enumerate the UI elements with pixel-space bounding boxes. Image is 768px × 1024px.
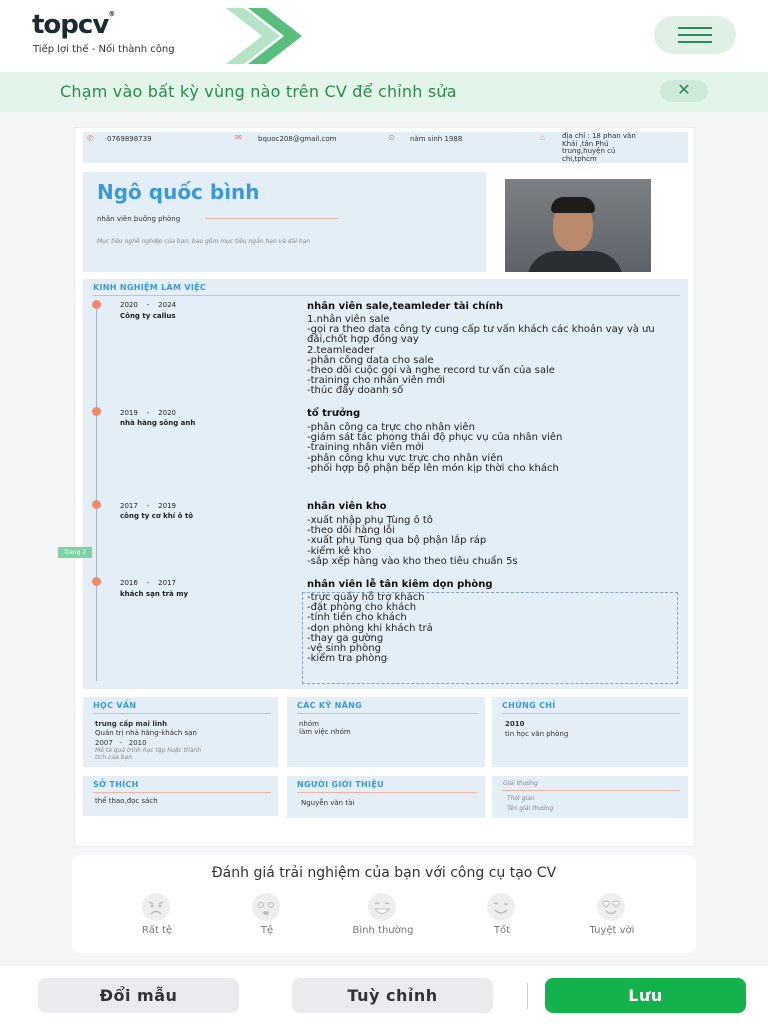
experience-1-dates[interactable]: 2020 - 2024 xyxy=(120,301,176,309)
education-major[interactable]: Quản trị nhà hàng-khách sạn xyxy=(95,729,197,737)
experience-1-description[interactable]: 1.nhân viên sale -gọi ra theo data công ty cung cấp tư vấn khách các khoản vay và ưu đãi,chốt hợp đồng vay 2.teamleader -phân công data cho sale -theo dõi cuộc gọi và nghe record tư vấn của sale -training cho nhân viên mới -thúc đẩy doanh số xyxy=(307,314,655,397)
award-time[interactable]: Thời gian xyxy=(507,795,535,802)
skill-item[interactable]: làm việc nhóm xyxy=(299,728,351,736)
avatar-hair xyxy=(551,197,595,213)
app-header xyxy=(0,0,768,72)
education-description[interactable]: Mô tả quá trình học tập hoặc thành tích của bạn xyxy=(95,747,202,761)
phone-icon: ✆ xyxy=(87,134,94,143)
wink-face-icon xyxy=(486,892,516,922)
certificate-name[interactable]: tin học văn phòng xyxy=(505,730,569,738)
profile-position[interactable]: nhân viên buồng phòng xyxy=(97,215,181,223)
skills-title[interactable]: CÁC KỸ NĂNG xyxy=(297,701,362,710)
profile-objective[interactable]: Mục tiêu nghề nghiệp của bạn, bao gồm mục tiêu ngắn hạn và dài hạn xyxy=(97,238,311,245)
experience-3-role[interactable]: nhân viên kho xyxy=(307,501,387,512)
angry-face-icon xyxy=(141,892,171,922)
page-number-tag: Trang 2 xyxy=(58,547,92,558)
contact-phone[interactable]: 0769898739 xyxy=(107,135,152,143)
close-icon: ✕ xyxy=(677,82,691,99)
referee-title[interactable]: NGƯỜI GIỚI THIỆU xyxy=(297,780,384,789)
experience-4-description[interactable]: -trực quầy hỗ trợ khách -đặt phòng cho khách -tính tiền cho khách -dọn phòng khi khách trả -thay ga gường -vệ sinh phòng -kiểm tra phòng xyxy=(307,592,433,665)
timeline-line xyxy=(96,304,97,681)
experience-divider xyxy=(93,295,680,296)
experience-4-role[interactable]: nhân viên lễ tân kiêm dọn phòng xyxy=(307,579,493,590)
timeline-dot xyxy=(92,577,101,586)
hamburger-icon xyxy=(678,27,712,29)
logo-tagline: Tiếp lợi thế - Nối thành công xyxy=(33,44,175,55)
experience-1-role[interactable]: nhân viên sale,teamleder tài chính xyxy=(307,301,504,312)
avatar[interactable] xyxy=(505,179,651,272)
contact-email[interactable]: bquoc208@gmail.com xyxy=(258,135,337,143)
rating-label-excellent: Tuyệt vời xyxy=(589,925,635,936)
experience-3-dates[interactable]: 2017 - 2019 xyxy=(120,502,176,510)
experience-title[interactable]: KINH NGHIỆM LÀM VIỆC xyxy=(93,283,207,292)
edit-hint-banner xyxy=(0,72,768,112)
timeline-dot xyxy=(92,407,101,416)
position-underline xyxy=(205,218,338,219)
hobbies-title[interactable]: SỞ THÍCH xyxy=(93,780,139,789)
grin-face-icon xyxy=(367,892,397,922)
contact-birth[interactable]: năm sinh 1988 xyxy=(410,135,463,143)
certificates-divider xyxy=(502,713,680,714)
experience-3-company[interactable]: công ty cơ khí ô tô xyxy=(120,512,194,520)
education-divider xyxy=(93,713,271,714)
rating-title: Đánh giá trải nghiệm của bạn với công cụ tạo CV xyxy=(211,865,557,881)
awards-title[interactable]: Giải thưởng xyxy=(503,780,538,787)
referee-divider xyxy=(297,792,477,793)
logo-top-text: top xyxy=(32,10,78,40)
cv-document[interactable] xyxy=(74,127,695,847)
action-separator xyxy=(527,983,528,1009)
logo-cv-text: cv xyxy=(77,10,109,40)
rating-option-excellent[interactable] xyxy=(580,892,640,926)
rating-panel xyxy=(72,855,696,953)
skill-item[interactable]: nhóm xyxy=(299,720,319,728)
rating-option-bad[interactable] xyxy=(235,892,295,926)
avatar-shirt xyxy=(527,251,623,272)
certificates-title[interactable]: CHỨNG CHỈ xyxy=(502,701,556,710)
change-template-button[interactable]: Đổi mẫu xyxy=(38,978,239,1013)
rating-option-normal[interactable] xyxy=(351,892,411,926)
experience-2-dates[interactable]: 2019 - 2020 xyxy=(120,409,176,417)
dizzy-face-icon xyxy=(251,892,281,922)
experience-2-description[interactable]: -phân công ca trực cho nhân viên -giám sát tác phong thái độ phục vụ của nhân viên -training nhân viên mới -phân công khu vực trực cho nhân viên -phối hợp bộ phận bếp lên món kịp thời cho khách xyxy=(307,422,563,474)
heart-eyes-face-icon xyxy=(596,892,626,922)
experience-4-company[interactable]: khách sạn trà my xyxy=(120,590,189,598)
award-name[interactable]: Tên giải thưởng xyxy=(507,805,554,812)
experience-2-role[interactable]: tổ trưởng xyxy=(307,408,361,419)
topcv-logo[interactable]: topcv® xyxy=(32,10,115,40)
timeline-dot xyxy=(92,500,101,509)
menu-button[interactable] xyxy=(654,16,736,54)
rating-label-very-bad: Rất tệ xyxy=(141,925,173,936)
customize-button[interactable]: Tuỳ chỉnh xyxy=(292,978,493,1013)
rating-label-bad: Tệ xyxy=(260,925,274,936)
rating-label-good: Tốt xyxy=(493,925,511,936)
experience-3-description[interactable]: -xuất nhập phụ Tùng ô tô -theo dõi hàng lỗi -xuất phụ Tùng qua bộ phận lắp ráp -kiểm kê kho -sắp xếp hàng vào kho theo tiêu chuẩn 5s xyxy=(307,515,518,567)
experience-2-company[interactable]: nhà hàng sông anh xyxy=(120,419,196,427)
experience-4-dates[interactable]: 2016 - 2017 xyxy=(120,579,176,587)
rating-option-good[interactable] xyxy=(470,892,530,926)
hobbies-divider xyxy=(93,792,271,793)
close-banner-button[interactable] xyxy=(660,80,708,102)
skills-divider xyxy=(297,713,477,714)
birthday-icon: ⊙ xyxy=(388,133,395,142)
certificate-year[interactable]: 2010 xyxy=(505,720,525,728)
timeline-dot xyxy=(92,300,101,309)
education-school[interactable]: trung cấp mai linh xyxy=(95,720,168,728)
rating-option-very-bad[interactable] xyxy=(125,892,185,926)
hobbies-text[interactable]: thể thao,đọc sách xyxy=(95,797,158,805)
save-button[interactable]: Lưu xyxy=(545,978,746,1013)
awards-divider xyxy=(502,790,680,791)
edit-hint-text: Chạm vào bất kỳ vùng nào trên CV để chỉnh sửa xyxy=(60,82,457,101)
experience-1-company[interactable]: Công ty callus xyxy=(120,312,176,320)
home-icon: ⌂ xyxy=(540,133,545,142)
education-title[interactable]: HỌC VẤN xyxy=(93,701,137,710)
chevron-right-logo-icon xyxy=(222,8,306,64)
profile-name[interactable]: Ngô quốc bình xyxy=(97,180,260,204)
rating-label-normal: Bình thường xyxy=(352,925,414,936)
education-dates[interactable]: 2007 - 2010 xyxy=(95,739,147,747)
contact-address[interactable]: địa chỉ : 18 phan văn Khải ,tân Phú trung,huyện củ chi,tphcm xyxy=(562,132,636,163)
email-icon: ✉ xyxy=(235,133,242,142)
referee-name[interactable]: Nguyễn văn tài xyxy=(301,799,355,807)
